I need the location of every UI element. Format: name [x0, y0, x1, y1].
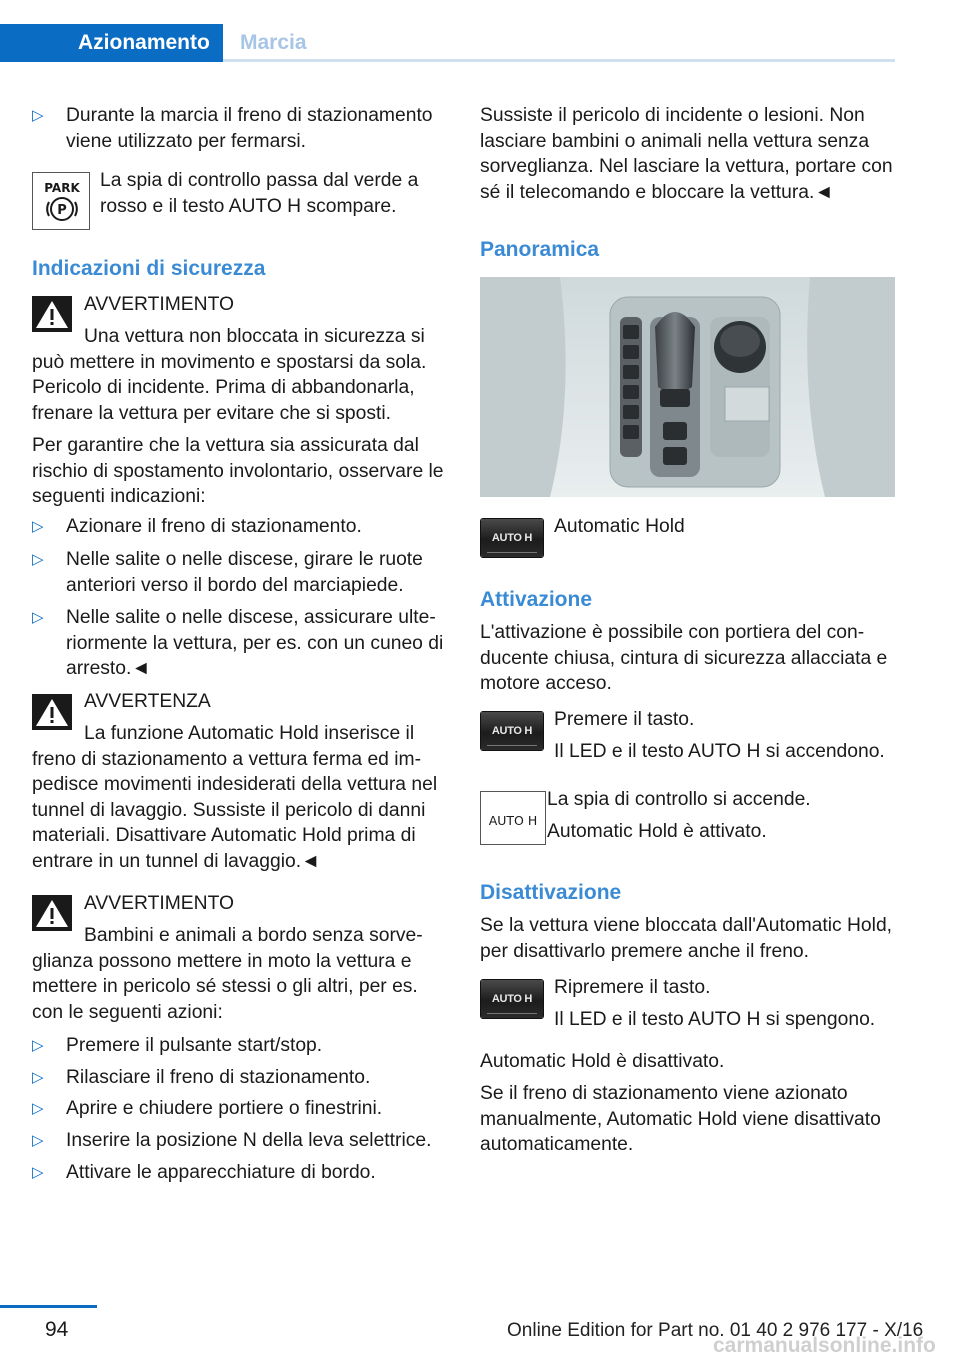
instruction-result: Il LED e il testo AUTO H si spengono. — [554, 1009, 876, 1030]
paragraph: Se il freno di stazionamento viene azionato manualmente, Automatic Hold viene disattivato automaticamente. — [480, 1083, 881, 1155]
auto-h-indicator-icon — [480, 791, 546, 845]
warning-text: La funzione Automatic Hold inserisce il freno di stazionamento a vettura ferma ed impedisce movimenti indesiderati della vettura nel tunnel di lavaggio. Sussiste il pericolo di danni materiali. Disattivare Automatic Hold prima di entrare in un tunnel di lavaggio.◄ — [32, 723, 438, 872]
list-item: ▷ Azionare il freno di stazionamento. — [32, 514, 452, 540]
indicator-status: Automatic Hold è attivato. — [547, 821, 767, 842]
watermark: carmanualsonline.info — [713, 1334, 936, 1357]
park-brake-indicator-icon — [32, 172, 90, 230]
auto-h-button-icon: AUTO H — [481, 519, 543, 557]
bullet-triangle-icon: ▷ — [32, 1132, 44, 1149]
bullet-triangle-icon: ▷ — [32, 518, 44, 535]
deactivation-text: Se la vettura viene bloccata dall'Automatic Hold, per disattivarlo premere anche il freno. — [480, 915, 893, 962]
instruction-result: Il LED e il testo AUTO H si accendono. — [554, 741, 885, 762]
bullet-triangle-icon: ▷ — [32, 1164, 44, 1181]
status-text: Automatic Hold è disattivato. — [480, 1051, 725, 1072]
deactivation-section-title: Disattivazione — [480, 881, 622, 904]
page-header — [0, 0, 960, 62]
header-divider — [223, 59, 895, 62]
tab-azionamento[interactable]: Azionamento — [0, 24, 223, 62]
warning-title: AVVERTIMENTO — [84, 294, 234, 315]
warning-text: Bambini e animali a bordo senza sorveglianza possono mettere in moto la vettura e mettere in pericolo sé stessi o gli altri, per es. con le seguenti azioni: — [32, 925, 423, 1023]
list-item: ▷ Inserire la posizione N della leva selettrice. — [32, 1128, 452, 1154]
list-item: ▷ Nelle salite o nelle discese, girare le ruote anteriori verso il bordo del marciapiede. — [32, 549, 423, 596]
warning-text: Una vettura non bloccata in sicurezza si può mettere in movimento e spostarsi da sola. Pericolo di incidente. Prima di abbandonarla, frenare la vettura per evitare che si sposti. — [32, 326, 427, 424]
indicator-text: La spia di controllo si accende. — [547, 789, 811, 810]
paragraph: Sussiste il pericolo di incidente o lesioni. Non lasciare bambini o animali nella vettura senza sorveglianza. Nel lasciare la vettura, portare con sé il telecomando e bloccare la vettura.◄ — [480, 105, 893, 203]
activation-text: L'attivazione è possibile con portiera del conducente chiusa, cintura di sicurezza allacciata e motore acceso. — [480, 622, 888, 694]
list-item: ▷ Aprire e chiudere portiere o finestrini. — [32, 1096, 452, 1122]
bullet-triangle-icon: ▷ — [32, 609, 44, 626]
park-indicator-text: La spia di controllo passa dal verde a rosso e il testo AUTO H scompare. — [100, 170, 419, 217]
footer-divider — [0, 1305, 97, 1308]
tab-marcia[interactable]: Marcia — [240, 31, 307, 54]
bullet-triangle-icon: ▷ — [32, 1037, 44, 1054]
auto-h-button-icon: AUTO H — [481, 980, 543, 1018]
paragraph: Per garantire che la vettura sia assicurata dal rischio di spostamento involontario, osservare le seguenti indicazioni: — [32, 435, 444, 507]
instruction-text: Premere il tasto. — [554, 709, 695, 730]
center-console-image — [480, 277, 895, 497]
online-edition-note: Online Edition for Part no. 01 40 2 976 177 - X/16 — [507, 1320, 924, 1341]
bullet-triangle-icon: ▷ — [32, 107, 44, 124]
list-item: ▷ Durante la marcia il freno di stazionamento viene utilizzato per fermarsi. — [32, 105, 433, 152]
indicator-label: AUTO H — [488, 813, 538, 828]
instruction-text: Ripremere il tasto. — [554, 977, 711, 998]
activation-section-title: Attivazione — [480, 588, 593, 611]
auto-hold-caption: Automatic Hold — [554, 516, 685, 537]
bullet-triangle-icon: ▷ — [32, 1069, 44, 1086]
svg-text:P: P — [57, 203, 67, 218]
list-item: ▷ Rilasciare il freno di stazionamento. — [32, 1065, 452, 1091]
page-number: 94 — [45, 1318, 69, 1341]
park-icon-label: PARK — [44, 181, 80, 195]
bullet-triangle-icon: ▷ — [32, 551, 44, 568]
safety-section-title: Indicazioni di sicurezza — [32, 257, 266, 280]
auto-h-button-icon: AUTO H — [481, 712, 543, 750]
list-item: ▷ Premere il pulsante start/stop. — [32, 1033, 452, 1059]
bullet-triangle-icon: ▷ — [32, 1100, 44, 1117]
warning-title: AVVERTIMENTO — [84, 893, 234, 914]
overview-section-title: Panoramica — [480, 238, 600, 261]
list-item: ▷ Attivare le apparecchiature di bordo. — [32, 1160, 452, 1186]
list-item: ▷ Nelle salite o nelle discese, assicurare ulteriormente la vettura, per es. con un cuneo di arresto.◄ — [32, 607, 444, 679]
warning-title: AVVERTENZA — [84, 691, 211, 712]
